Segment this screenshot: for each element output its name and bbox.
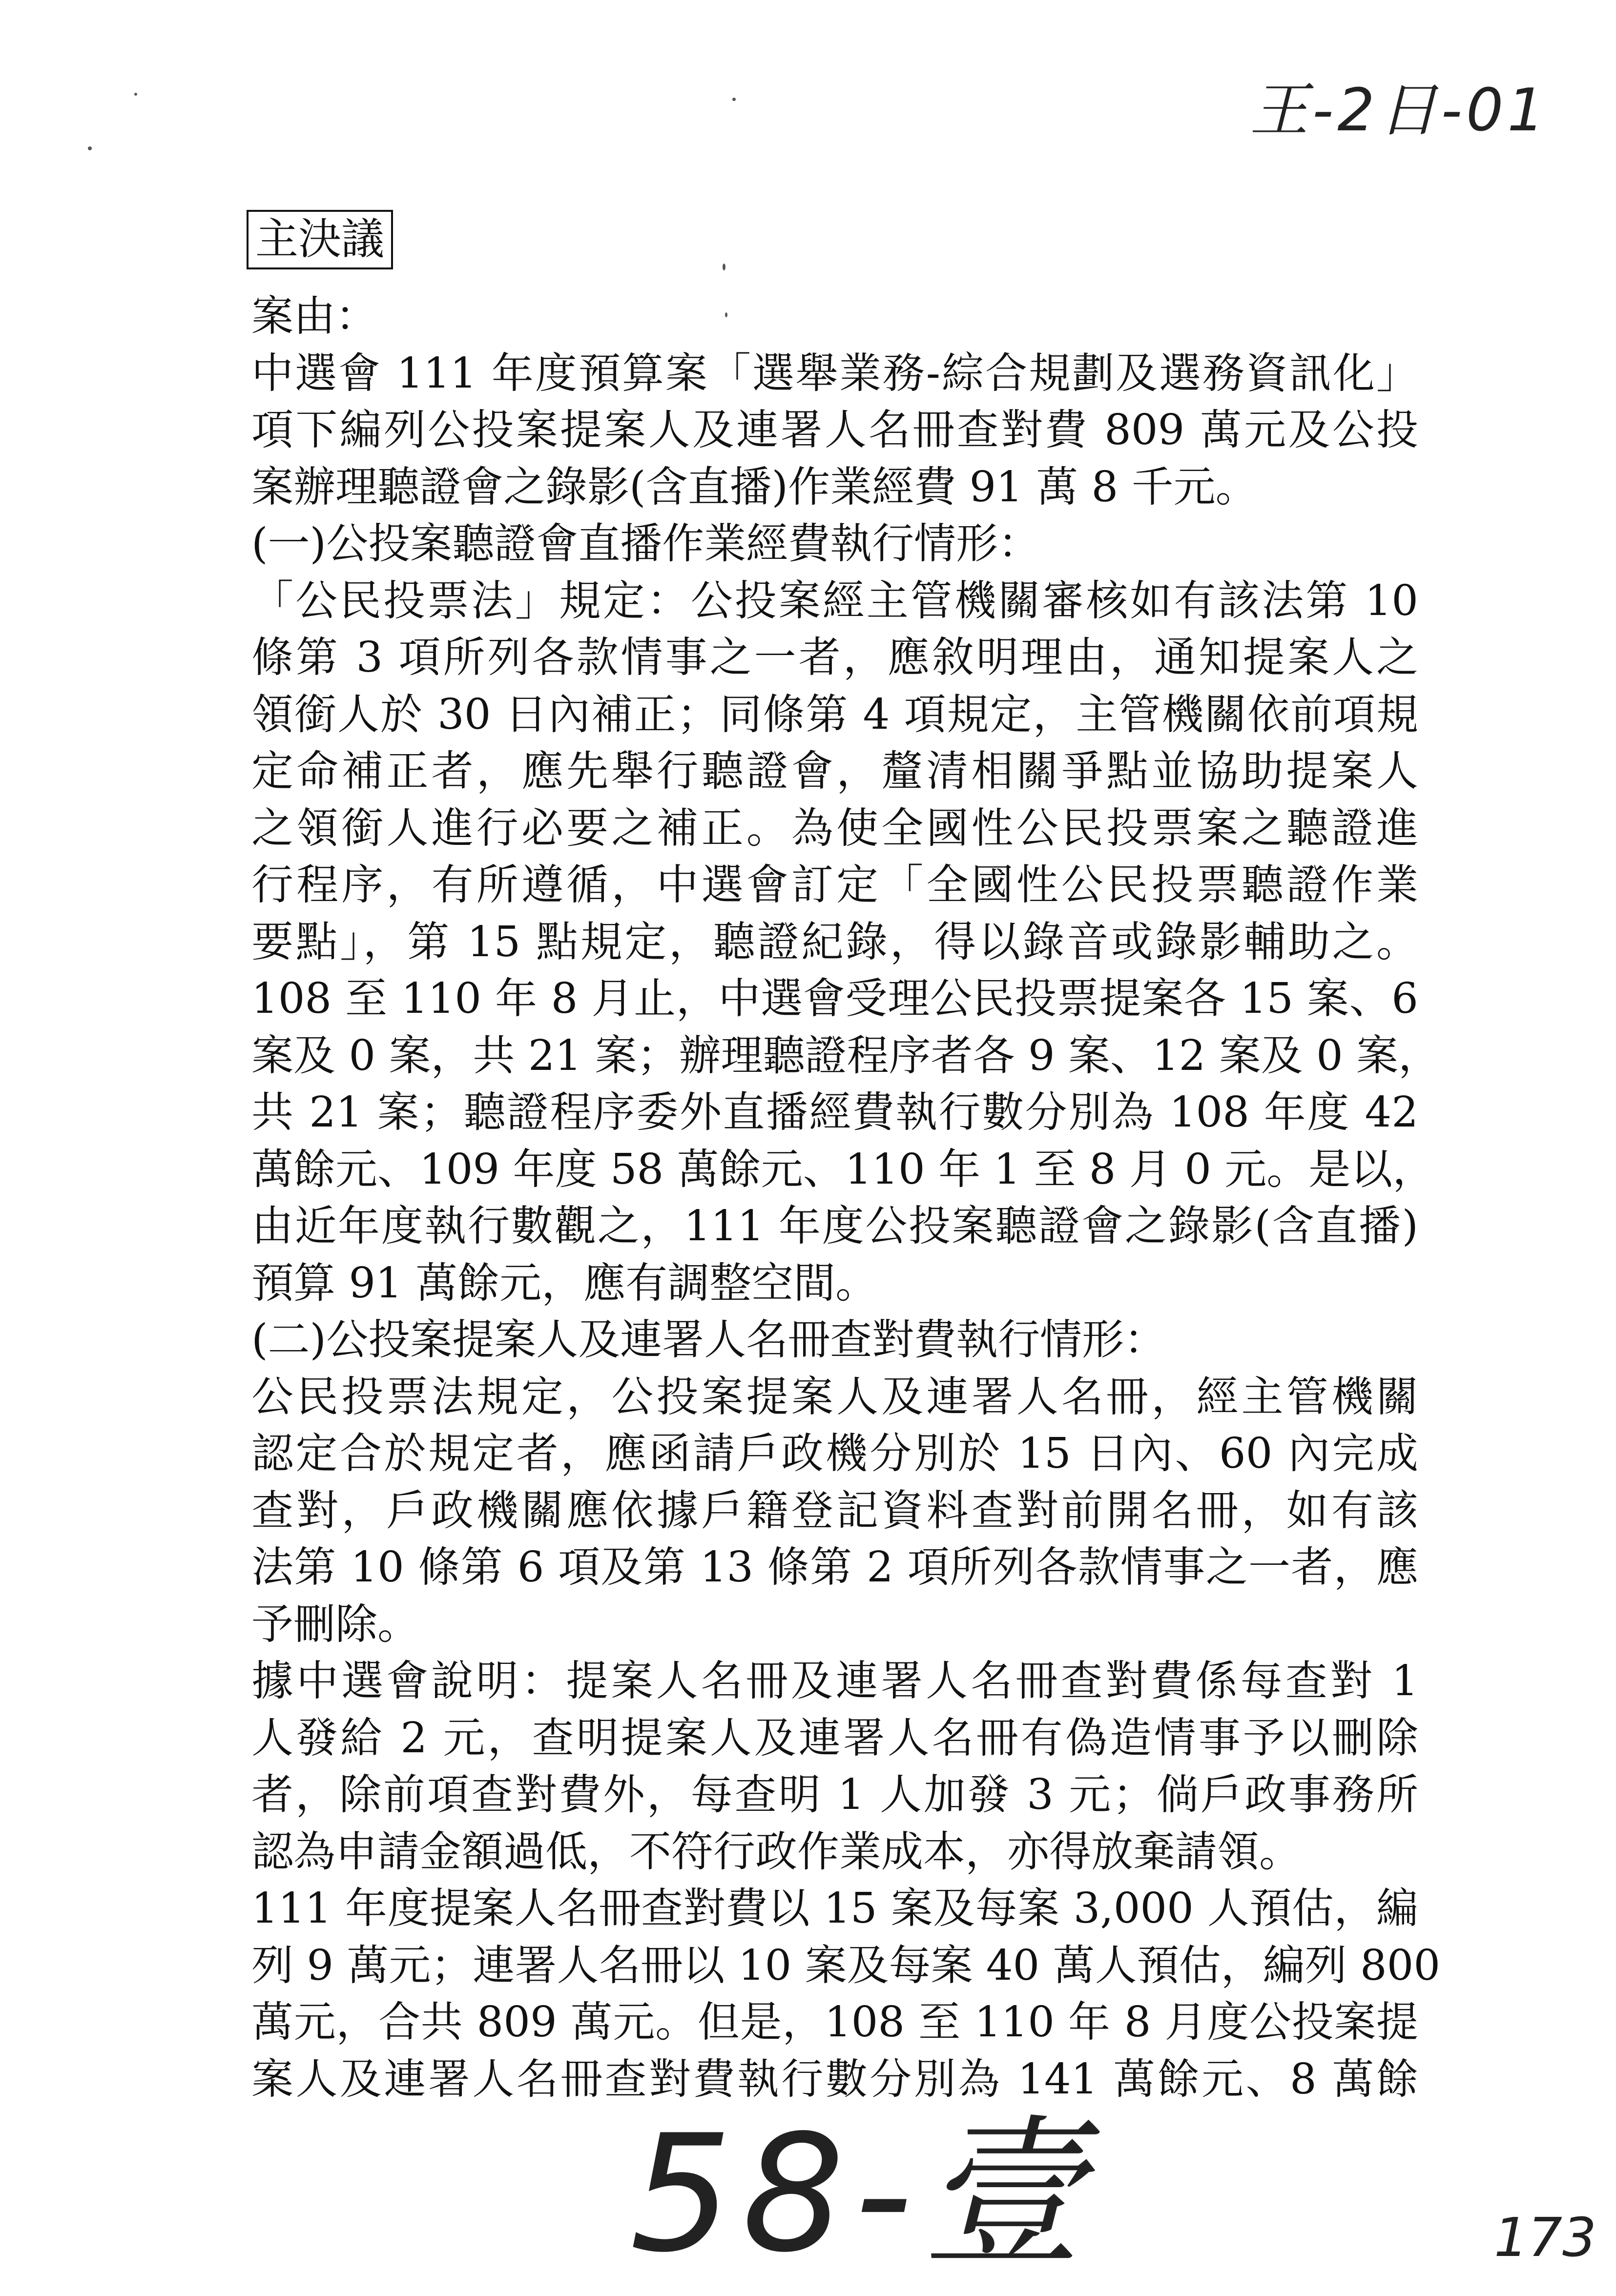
text-line: 予刪除。 xyxy=(251,1599,419,1649)
text-line: (二)公投案提案人及連署人名冊查對費執行情形： xyxy=(251,1315,1166,1364)
text-line: 預算 91 萬餘元，應有調整空間。 xyxy=(251,1258,878,1308)
text-line: 萬餘元、109 年度 58 萬餘元、110 年 1 至 8 月 0 元。是以， xyxy=(251,1145,1435,1194)
scan-speck xyxy=(723,264,725,270)
text-line: 行程序，有所遵循，中選會訂定「全國性公民投票聽證作業 xyxy=(251,861,1418,909)
text-line: 「公民投票法」規定：公投案經主管機關審核如有該法第 10 xyxy=(251,576,1418,625)
text-line: 由近年度執行數觀之，111 年度公投案聽證會之錄影(含直播) xyxy=(251,1202,1418,1250)
text-line: 案由： xyxy=(251,292,377,341)
text-line: 之領銜人進行必要之補正。為使全國性公民投票案之聽證進 xyxy=(251,803,1418,853)
text-line: 萬元，合共 809 萬元。但是，108 至 110 年 8 月度公投案提 xyxy=(251,1998,1418,2047)
text-line: 條第 3 項所列各款情事之一者，應敘明理由，通知提案人之 xyxy=(251,633,1418,682)
text-line: 中選會 111 年度預算案「選舉業務-綜合規劃及選務資訊化」 xyxy=(251,348,1418,398)
scan-speck xyxy=(134,93,137,96)
scan-speck xyxy=(725,312,727,317)
document-label-box: 主決議 xyxy=(247,210,393,269)
scan-speck xyxy=(732,98,736,101)
text-line: 111 年度提案人名冊查對費以 15 案及每案 3,000 人預估，編 xyxy=(251,1884,1418,1933)
text-line: 法第 10 條第 6 項及第 13 條第 2 項所列各款情事之一者，應 xyxy=(251,1543,1418,1592)
text-line: 查對，戶政機關應依據戶籍登記資料查對前開名冊，如有該 xyxy=(251,1486,1418,1535)
text-line: 人發給 2 元，查明提案人及連署人名冊有偽造情事予以刪除 xyxy=(251,1713,1418,1763)
text-line: 據中選會說明：提案人名冊及連署人名冊查對費係每查對 1 xyxy=(251,1657,1418,1705)
text-line: 定命補正者，應先舉行聽證會，釐清相關爭點並協助提案人 xyxy=(251,747,1418,796)
text-line: 者，除前項查對費外，每查明 1 人加發 3 元；倘戶政事務所 xyxy=(251,1770,1418,1819)
text-line: 領銜人於 30 日內補正；同條第 4 項規定，主管機關依前項規 xyxy=(251,690,1418,739)
text-line: 要點」，第 15 點規定，聽證紀錄，得以錄音或錄影輔助之。 xyxy=(251,917,1418,966)
text-line: 公民投票法規定，公投案提案人及連署人名冊，經主管機關 xyxy=(251,1372,1418,1421)
document-body xyxy=(251,288,1441,2108)
text-line: 案及 0 案，共 21 案；辦理聽證程序者各 9 案、12 案及 0 案， xyxy=(251,1031,1441,1080)
text-line: 共 21 案；聽證程序委外直播經費執行數分別為 108 年度 42 xyxy=(251,1088,1418,1137)
scan-speck xyxy=(88,146,92,150)
text-line: 項下編列公投案提案人及連署人名冊查對費 809 萬元及公投 xyxy=(251,406,1418,454)
text-line: 案人及連署人名冊查對費執行數分別為 141 萬餘元、8 萬餘 xyxy=(251,2054,1418,2104)
handwritten-page-number: 58-壹 xyxy=(630,2100,1093,2288)
text-line: 案辦理聽證會之錄影(含直播)作業經費 91 萬 8 千元。 xyxy=(251,462,1258,512)
text-line: 列 9 萬元；連署人名冊以 10 案及每案 40 萬人預估，編列 800 xyxy=(251,1941,1441,1990)
text-line: 認定合於規定者，應函請戶政機分別於 15 日內、60 內完成 xyxy=(251,1429,1418,1478)
text-line: (一)公投案聽證會直播作業經費執行情形： xyxy=(251,519,1040,568)
text-line: 108 至 110 年 8 月止，中選會受理公民投票提案各 15 案、6 xyxy=(251,974,1418,1023)
handwritten-page-code: 王-2日-01 xyxy=(1250,77,1549,144)
text-line: 認為申請金額過低，不符行政作業成本，亦得放棄請領。 xyxy=(251,1827,1301,1876)
handwritten-corner-number: 173 xyxy=(1494,2206,1596,2269)
